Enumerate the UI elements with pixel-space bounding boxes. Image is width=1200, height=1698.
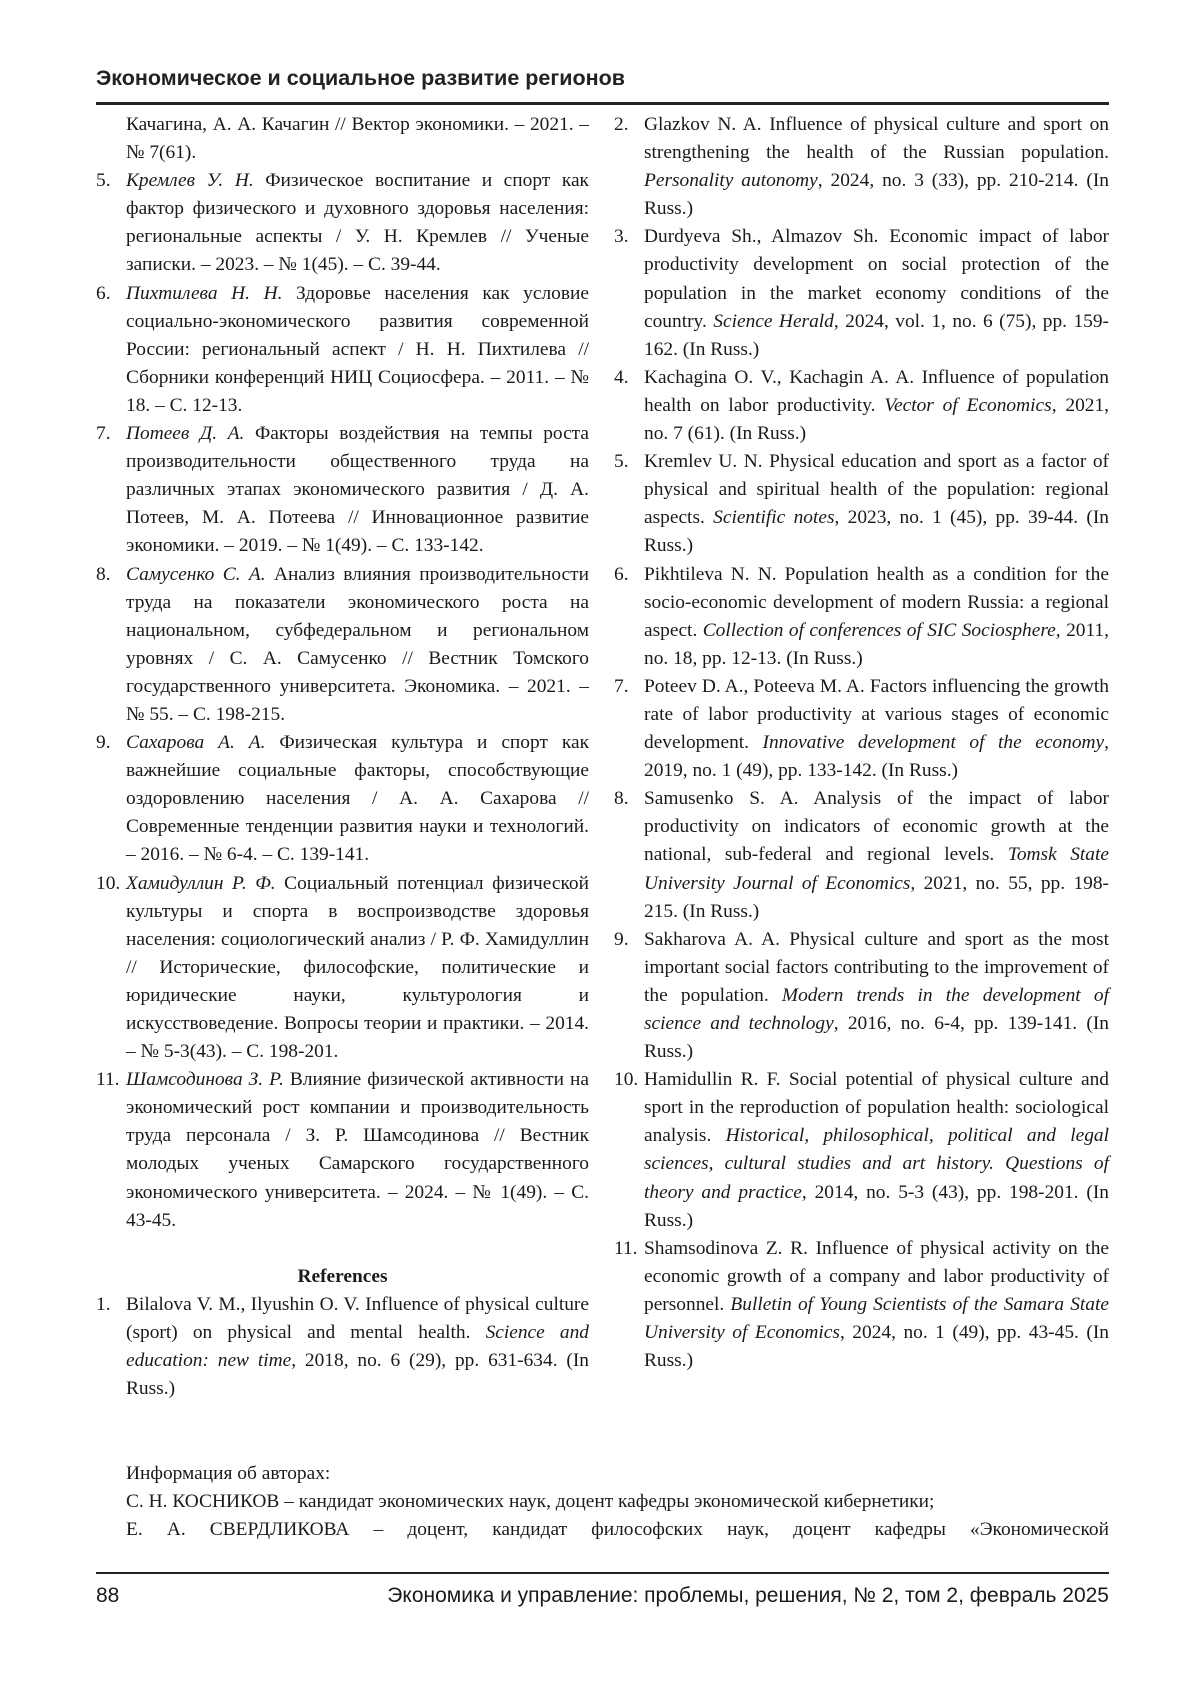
reference-text: , 2019, no. 1 (49), pp. 133-142. (In Russ.) [644, 732, 1109, 781]
reference-italic-text: Сахарова А. А. [126, 732, 265, 753]
author-line: Е. А. СВЕРДЛИКОВА – доцент, кандидат философских наук, доцент кафедры «Экономической [126, 1516, 1109, 1544]
references-list [96, 1291, 589, 1403]
footer-divider [96, 1572, 1109, 1574]
reference-text: , 2023, no. 1 (45), pp. 39-44. (In Russ.) [644, 507, 1109, 556]
reference-text: Sakharova A. A. Physical culture and sport as the most important social factors contributing to the improvement of the population. [644, 929, 1109, 1006]
reference-italic-text: Historical, philosophical, political and legal sciences, cultural studies and art history. Questions of theory and practice [644, 1125, 1109, 1202]
reference-text: Pikhtileva N. N. Population health as a condition for the socio-economic development of modern Russia: a regional aspect. [644, 564, 1109, 641]
references-list [614, 111, 1109, 1375]
reference-text: Kremlev U. N. Physical education and sport as a factor of physical and spiritual health of the population: regional aspects. [644, 451, 1109, 528]
reference-number: 6. [614, 561, 629, 589]
reference-number: 9. [614, 926, 629, 954]
reference-item [96, 420, 589, 560]
continued-reference [96, 111, 589, 167]
reference-text: Poteev D. A., Poteeva M. A. Factors influencing the growth rate of labor productivity at various stages of economic development. [644, 676, 1109, 753]
reference-text: , 2021, no. 7 (61). (In Russ.) [644, 395, 1109, 444]
reference-number: 4. [614, 364, 629, 392]
reference-text: Shamsodinova Z. R. Influence of physical activity on the economic growth of a company and labor productivity of personnel. [644, 1238, 1109, 1315]
reference-number: 6. [96, 280, 111, 308]
author-line: С. Н. КОСНИКОВ – кандидат экономических наук, доцент кафедры экономической кибернетики; [126, 1488, 1109, 1516]
reference-item [614, 364, 1109, 448]
reference-text: Samusenko S. A. Analysis of the impact of labor productivity on indicators of economic growth at the national, sub-federal and regional levels. [644, 788, 1109, 865]
reference-number: 8. [96, 561, 111, 589]
reference-text: Качагина, А. А. Качагин // Вектор экономики. – 2021. – № 7(61). [126, 114, 589, 163]
reference-number: 10. [614, 1066, 638, 1094]
reference-text: , 2018, no. 6 (29), pp. 631-634. (In Russ.) [126, 1350, 589, 1399]
reference-text: Durdyeva Sh., Almazov Sh. Economic impact of labor productivity development on social protection of the population in the market economy conditions of the country. [644, 226, 1109, 331]
reference-number: 7. [96, 420, 111, 448]
reference-item [96, 1291, 589, 1403]
reference-text: , 2024, no. 3 (33), pp. 210-214. (In Russ.) [644, 170, 1109, 219]
reference-item [614, 673, 1109, 785]
journal-footer: Экономика и управление: проблемы, решения, № 2, том 2, февраль 2025 [387, 1584, 1109, 1608]
reference-italic-text: Innovative development of the economy [763, 732, 1105, 753]
reference-italic-text: Personality autonomy [644, 170, 818, 191]
reference-text: , 2014, no. 5-3 (43), pp. 198-201. (In Russ.) [644, 1182, 1109, 1231]
reference-italic-text: Modern trends in the development of science and technology [644, 985, 1109, 1034]
reference-number: 11. [96, 1066, 120, 1094]
reference-item [614, 1066, 1109, 1235]
author-info-heading: Информация об авторах: [126, 1460, 1109, 1488]
reference-item [614, 448, 1109, 560]
reference-item [614, 561, 1109, 673]
reference-italic-text: Хамидуллин Р. Ф. [126, 873, 276, 894]
reference-text: Kachagina O. V., Kachagin A. A. Influence of population health on labor productivity. [644, 367, 1109, 416]
reference-italic-text: Пихтилева Н. Н. [126, 283, 282, 304]
reference-text: , 2011, no. 18, pp. 12-13. (In Russ.) [644, 620, 1109, 669]
reference-item [614, 926, 1109, 1066]
reference-item [96, 561, 589, 730]
reference-number: 11. [614, 1235, 638, 1263]
author-info [126, 1460, 1109, 1545]
reference-number: 5. [96, 167, 111, 195]
reference-item [614, 785, 1109, 925]
reference-number: 7. [614, 673, 629, 701]
reference-text: Влияние физической активности на экономический рост компании и производительность труда персонала / З. Р. Шамсодинова // Вестник молодых ученых Самарского государственного экономического университета. – 2024. – № 1(49). – С. 43-45. [126, 1069, 589, 1230]
reference-number: 8. [614, 785, 629, 813]
reference-text: , 2016, no. 6-4, pp. 139-141. (In Russ.) [644, 1013, 1109, 1062]
header-divider [96, 102, 1109, 105]
reference-item [96, 870, 589, 1067]
reference-text: , 2021, no. 55, pp. 198-215. (In Russ.) [644, 873, 1109, 922]
reference-number: 10. [96, 870, 120, 898]
reference-item [614, 111, 1109, 223]
reference-text: , 2024, no. 1 (49), pp. 43-45. (In Russ.) [644, 1322, 1109, 1371]
reference-italic-text: Потеев Д. А. [126, 423, 244, 444]
references-heading: References [96, 1263, 589, 1291]
reference-item [96, 1066, 589, 1235]
reference-item [96, 280, 589, 420]
reference-item [96, 167, 589, 279]
reference-text: Hamidullin R. F. Social potential of physical culture and sport in the reproduction of population health: sociological analysis. [644, 1069, 1109, 1146]
reference-italic-text: Самусенко С. А. [126, 564, 266, 585]
reference-text: Физическая культура и спорт как важнейшие социальные факторы, способствующие оздоровлению населения / А. А. Сахарова // Современные тенденции развития науки и технологий. – 2016. – № 6-4. – С. 139-141. [126, 732, 589, 865]
bibliography-list [96, 167, 589, 1235]
running-header-title: Экономическое и социальное развитие регионов [96, 66, 625, 91]
reference-italic-text: Шамсодинова З. Р. [126, 1069, 284, 1090]
reference-text: Здоровье населения как условие социально-экономического развития современной России: региональный аспект / Н. Н. Пихтилева // Сборники конференций НИЦ Социосфера. – 2011. – № 18. – С. 12-13. [126, 283, 589, 416]
reference-text: Bilalova V. M., Ilyushin O. V. Influence of physical culture (sport) on physical and mental health. [126, 1294, 589, 1343]
reference-italic-text: Bulletin of Young Scientists of the Samara State University of Economics [644, 1294, 1109, 1343]
reference-italic-text: Кремлев У. Н. [126, 170, 254, 191]
reference-number: 1. [96, 1291, 111, 1319]
right-column [614, 111, 1109, 1375]
reference-item [614, 223, 1109, 363]
reference-italic-text: Scientific notes [713, 507, 834, 528]
page-number: 88 [96, 1584, 119, 1608]
reference-item [614, 1235, 1109, 1375]
reference-italic-text: Tomsk State University Journal of Economics [644, 844, 1109, 893]
reference-number: 3. [614, 223, 629, 251]
reference-number: 9. [96, 729, 111, 757]
reference-italic-text: Vector of Economics [884, 395, 1051, 416]
reference-number: 2. [614, 111, 629, 139]
reference-text: Физическое воспитание и спорт как фактор физического и духовного здоровья населения: региональные аспекты / У. Н. Кремлев // Ученые записки. – 2023. – № 1(45). – С. 39-44. [126, 170, 589, 275]
left-column [96, 111, 589, 1403]
reference-number: 5. [614, 448, 629, 476]
reference-italic-text: Collection of conferences of SIC Sociosphere [703, 620, 1056, 641]
reference-text: Факторы воздействия на темпы роста производительности общественного труда на различных этапах экономического развития / Д. А. Потеев, М. А. Потеева // Инновационное развитие экономики. – 2019. – № 1(49). – С. 133-142. [126, 423, 589, 556]
reference-italic-text: Science Herald [713, 311, 834, 332]
reference-text: Социальный потенциал физической культуры и спорта в воспроизводстве здоровья населения: социологический анализ / Р. Ф. Хамидуллин // Исторические, философские, политические и юридические науки, культурология и искусствоведение. Вопросы теории и практики. – 2014. – № 5-3(43). – С. 198-201. [126, 873, 589, 1063]
reference-item [96, 729, 589, 869]
reference-text: Glazkov N. A. Influence of physical culture and sport on strengthening the health of the Russian population. [644, 114, 1109, 163]
reference-text: Анализ влияния производительности труда на показатели экономического роста на национальном, субфедеральном и региональном уровнях / С. А. Самусенко // Вестник Томского государственного университета. Экономика. – 2021. – № 55. – С. 198-215. [126, 564, 589, 725]
reference-text: , 2024, vol. 1, no. 6 (75), pp. 159-162. (In Russ.) [644, 311, 1109, 360]
reference-italic-text: Science and education: new time [126, 1322, 589, 1371]
